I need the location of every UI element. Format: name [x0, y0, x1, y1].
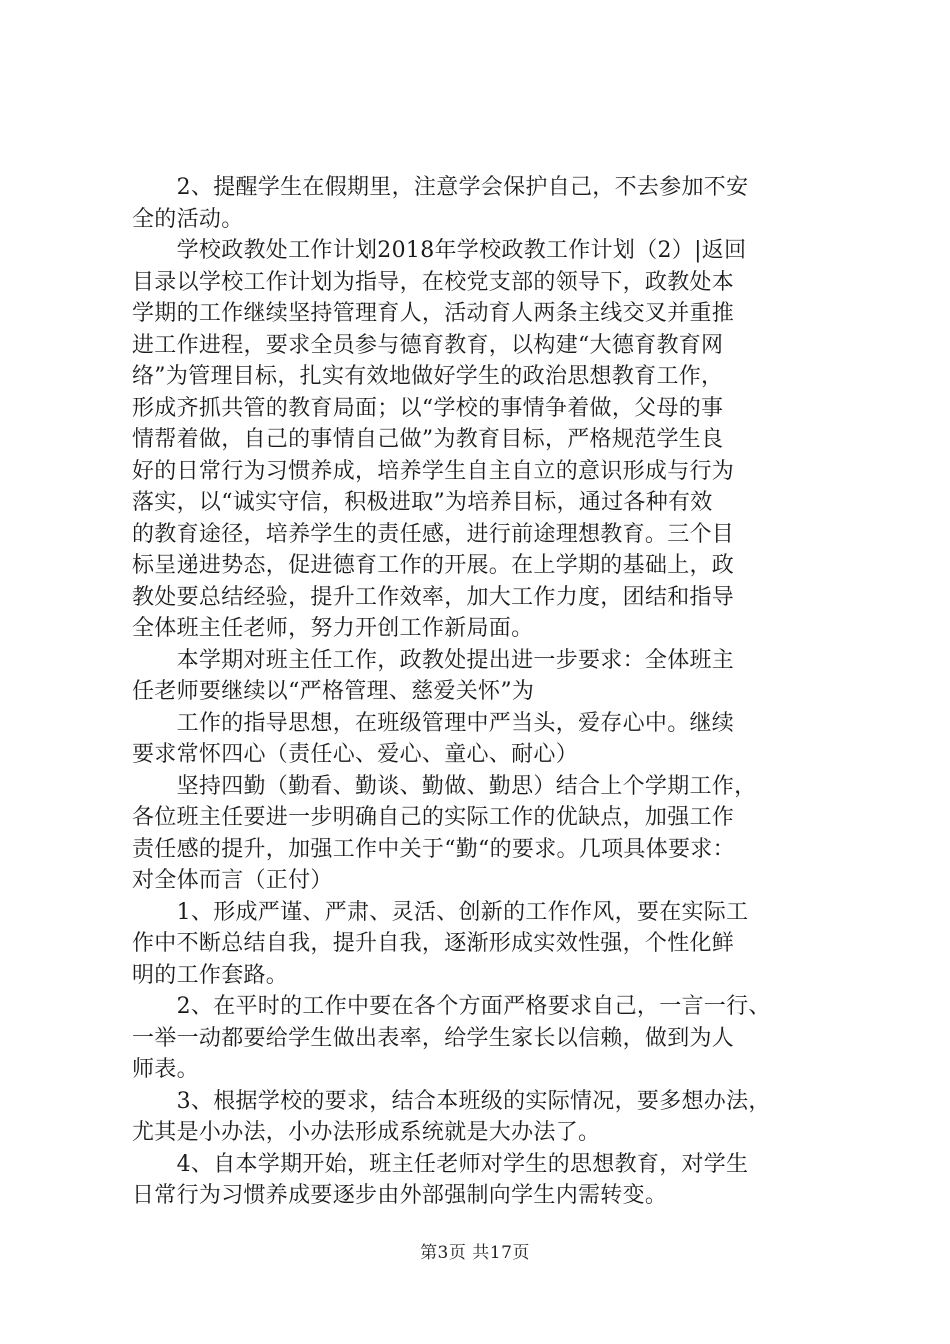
- text-line: 师表。: [132, 1057, 199, 1082]
- text-line: 进工作进程，要求全员参与德育教育，以构建“大德育教育网: [132, 332, 724, 358]
- text-line: 全体班主任老师，努力开创工作新局面。: [132, 616, 534, 641]
- text-line: 4、自本学期开始，班主任老师对学生的思想教育，对学生: [132, 1151, 749, 1177]
- text-line: 标呈递进势态，促进德育工作的开展。在上学期的基础上，政: [132, 553, 735, 578]
- text-line: 学期的工作继续坚持管理育人，活动育人两条主线交叉并重推: [132, 301, 735, 326]
- text-line: 的教育途径，培养学生的责任感，进行前途理想教育。三个目: [132, 521, 735, 547]
- document-body: [132, 172, 832, 1212]
- text-line: 本学期对班主任工作，政教处提出进一步要求：全体班主: [132, 647, 735, 673]
- text-line: 全的活动。: [132, 206, 244, 232]
- text-line: 尤其是小办法，小办法形成系统就是大办法了。: [132, 1120, 601, 1145]
- text-line: 2、提醒学生在假期里，注意学会保护自己，不去参加不安: [132, 175, 749, 200]
- text-line: 1、形成严谨、严肃、灵活、创新的工作作风，要在实际工: [132, 899, 749, 925]
- text-line: 目录以学校工作计划为指导，在校党支部的领导下，政教处本: [132, 269, 735, 295]
- text-line: 要求常怀四心（责任心、爱心、童心、耐心）: [132, 742, 579, 767]
- text-line: 落实，以“诚实守信，积极进取”为培养目标，通过各种有效: [132, 490, 713, 515]
- text-line: 各位班主任要进一步明确自己的实际工作的优缺点，加强工作: [132, 805, 735, 830]
- text-line: 坚持四勤（勤看、勤谈、勤做、勤思）结合上个学期工作，: [132, 773, 757, 799]
- text-line: 明的工作套路。: [132, 962, 289, 988]
- text-line: 工作的指导思想，在班级管理中严当头，爱存心中。继续: [132, 710, 735, 736]
- text-line: 2、在平时的工作中要在各个方面严格要求自己，一言一行、: [132, 994, 771, 1019]
- text-line: 学校政教处工作计划2018年学校政教工作计划（2）|返回: [132, 238, 747, 263]
- text-line: 作中不断总结自我，提升自我，逐渐形成实效性强，个性化鲜: [132, 931, 735, 956]
- text-line: 3、根据学校的要求，结合本班级的实际情况，要多想办法，: [132, 1088, 771, 1114]
- page-number-footer: 第3页 共17页: [420, 1243, 530, 1263]
- text-line: 对全体而言（正付）: [132, 868, 333, 893]
- text-line: 任老师要继续以“严格管理、慈爱关怀”为: [132, 679, 535, 704]
- text-line: 日常行为习惯养成要逐步由外部强制向学生内需转变。: [132, 1183, 668, 1208]
- text-line: 好的日常行为习惯养成，培养学生自主自立的意识形成与行为: [132, 458, 735, 484]
- text-line: 责任感的提升，加强工作中关于“勤“的要求。几项具体要求：: [132, 836, 735, 862]
- text-line: 形成齐抓共管的教育局面；以“学校的事情争着做，父母的事: [132, 395, 724, 421]
- text-line: 络”为管理目标，扎实有效地做好学生的政治思想教育工作，: [132, 364, 724, 389]
- text-line: 一举一动都要给学生做出表率，给学生家长以信赖，做到为人: [132, 1025, 735, 1051]
- text-line: 教处要总结经验，提升工作效率，加大工作力度，团结和指导: [132, 584, 735, 610]
- text-line: 情帮着做，自己的事情自己做”为教育目标，严格规范学生良: [132, 427, 724, 452]
